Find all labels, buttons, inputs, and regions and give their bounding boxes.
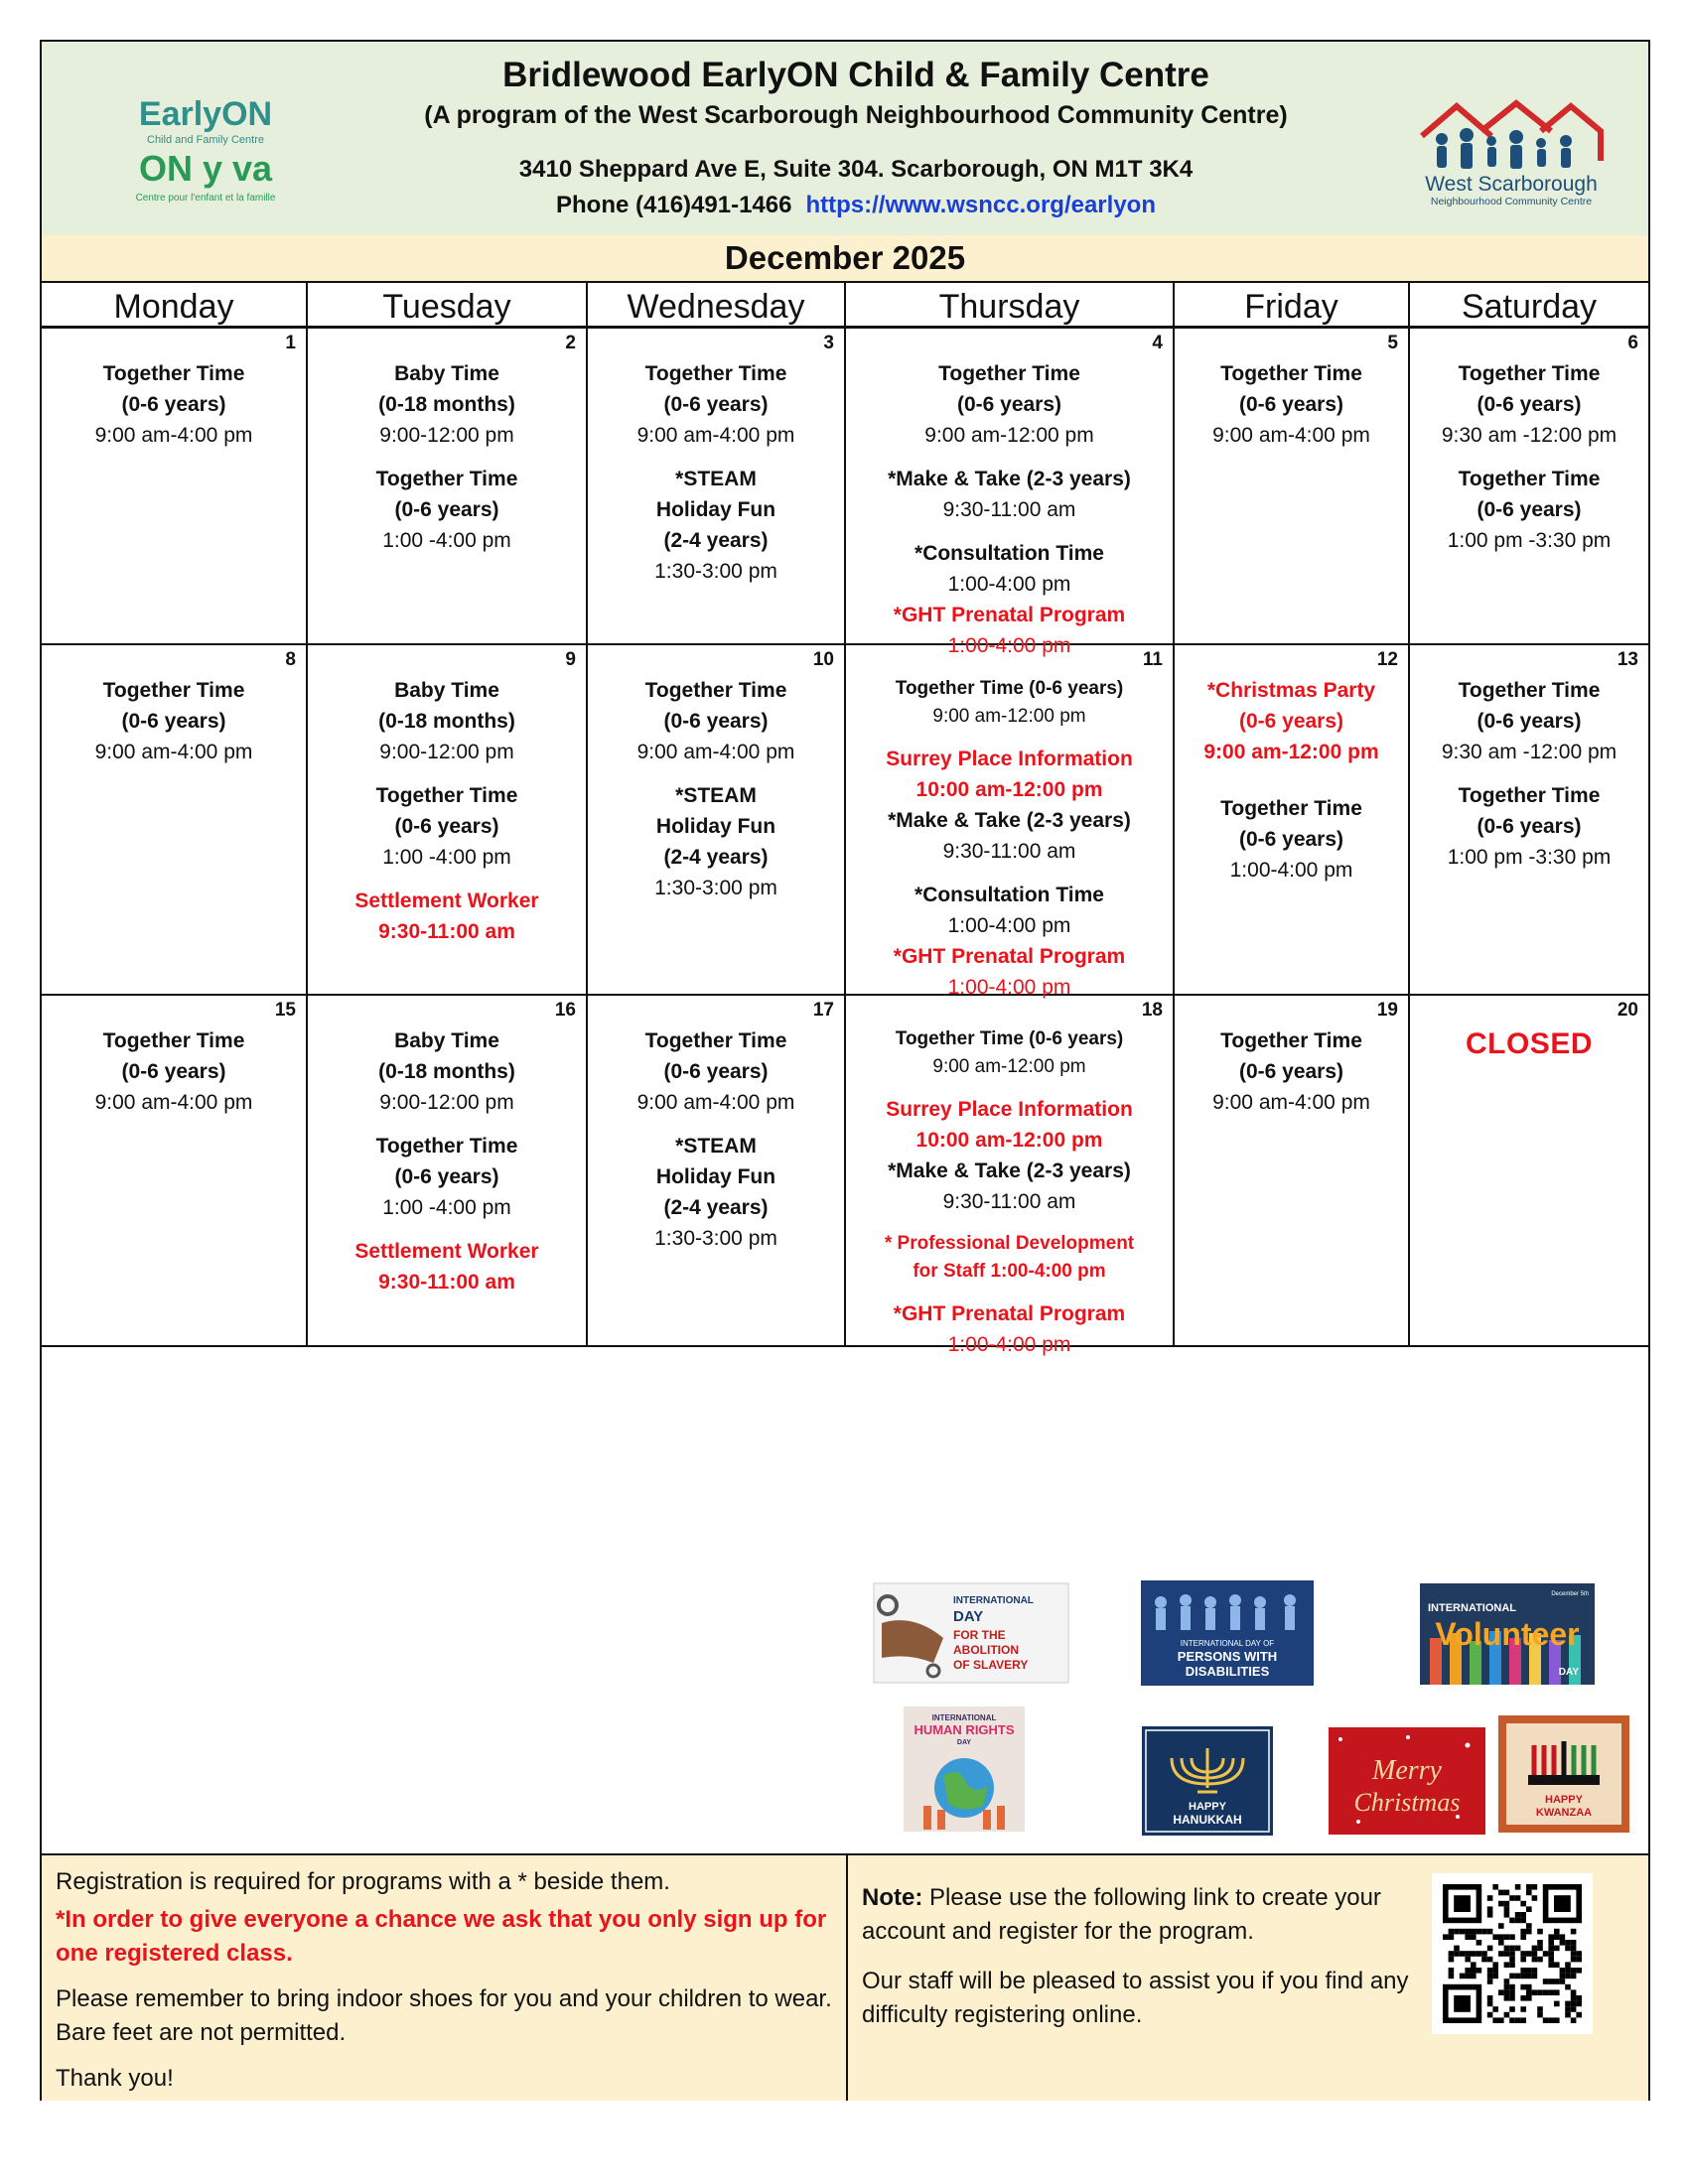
event-line: Settlement Worker [354, 889, 539, 912]
event-line: 1:00-4:00 pm [947, 976, 1071, 999]
event-line: Surrey Place Information [886, 748, 1133, 770]
event-line: Together Time [1458, 679, 1601, 702]
event-line: (0-6 years) [1238, 828, 1344, 851]
abolition-of-slavery-badge [874, 1583, 1068, 1688]
event-line: *GHT Prenatal Program [893, 945, 1126, 968]
svg-text:PERSONS WITH: PERSONS WITH [1177, 1649, 1278, 1664]
svg-text:Christmas: Christmas [1353, 1788, 1461, 1817]
day-number: 11 [1142, 649, 1163, 670]
persons-with-disabilities-badge [1141, 1580, 1314, 1691]
event-line: 9:00 am-4:00 pm [94, 1091, 253, 1114]
event-line: 1:00-4:00 pm [1229, 859, 1353, 882]
event-line: Together Time (0-6 years) [895, 1028, 1124, 1049]
day-cell-2 [308, 329, 588, 645]
day-number: 1 [285, 333, 296, 353]
day-number: 9 [565, 649, 576, 670]
website-link[interactable]: https://www.wsncc.org/earlyon [805, 192, 1156, 218]
event-line: Together Time [375, 1135, 518, 1158]
event-line: * Professional Development [884, 1233, 1135, 1254]
event-line: Together Time [1458, 784, 1601, 807]
event-line: Baby Time [394, 679, 499, 702]
svg-text:HAPPY: HAPPY [1189, 1801, 1226, 1813]
event-line: 9:30 am -12:00 pm [1441, 741, 1618, 763]
day-header-friday: Friday [1175, 283, 1410, 329]
registration-qr-code[interactable] [1432, 1873, 1593, 2034]
event-line: 9:30-11:00 am [942, 1190, 1076, 1213]
people-icon [1436, 128, 1572, 169]
spacer [846, 525, 1173, 538]
event-line: (2-4 years) [663, 1196, 769, 1219]
events [1410, 329, 1648, 556]
event-line: Together Time [644, 362, 787, 385]
svg-text:INTERNATIONAL: INTERNATIONAL [953, 1595, 1034, 1606]
event-line: Baby Time [394, 1029, 499, 1052]
event-line: 1:00-4:00 pm [947, 1333, 1071, 1356]
event-line: *GHT Prenatal Program [893, 604, 1126, 626]
event-line: Together Time [644, 1029, 787, 1052]
registration-link-note [862, 1881, 1418, 1949]
event-line: *GHT Prenatal Program [893, 1302, 1126, 1325]
event-line: 9:00 am-4:00 pm [1212, 424, 1370, 447]
events [846, 645, 1173, 1003]
event-line: Together Time (0-6 years) [895, 678, 1124, 699]
event-line: 9:00-12:00 pm [379, 1091, 514, 1114]
svg-text:FOR THE: FOR THE [953, 1628, 1006, 1642]
event-line: 9:00 am-4:00 pm [636, 1091, 795, 1114]
logo-earlyon-text: EarlyON [138, 95, 273, 133]
indoor-shoes-note: Please remember to bring indoor shoes for you and your children to wear. Bare feet are not permitted. [56, 1985, 832, 2046]
human-rights-day-badge [904, 1706, 1025, 1837]
day-cell-16 [308, 996, 588, 1347]
spacer [846, 451, 1173, 464]
day-cell-10 [588, 645, 846, 996]
spacer [1175, 767, 1408, 780]
day-number: 6 [1627, 333, 1638, 353]
happy-hanukkah-badge [1142, 1726, 1273, 1841]
svg-text:HANUKKAH: HANUKKAH [1173, 1813, 1242, 1827]
svg-text:INTERNATIONAL: INTERNATIONAL [931, 1713, 997, 1722]
event-line: (2-4 years) [663, 529, 769, 552]
svg-text:DISABILITIES: DISABILITIES [1185, 1664, 1270, 1679]
events [846, 996, 1173, 1360]
day-cell-3 [588, 329, 846, 645]
spacer [846, 1217, 1173, 1230]
spacer [308, 1223, 586, 1236]
event-line: 9:00 am-4:00 pm [636, 424, 795, 447]
events [588, 996, 844, 1254]
day-number: 13 [1617, 649, 1638, 670]
spacer [846, 731, 1173, 744]
event-line: Together Time [102, 1029, 245, 1052]
spacer [308, 451, 586, 464]
thank-you: Thank you! [56, 2065, 174, 2092]
svg-text:December 5th: December 5th [1551, 1591, 1589, 1597]
spacer [846, 1081, 1173, 1094]
svg-text:ABOLITION: ABOLITION [953, 1643, 1019, 1657]
event-line: *STEAM [675, 784, 757, 807]
day-number: 3 [823, 333, 834, 353]
event-line: 9:30 am -12:00 pm [1441, 424, 1618, 447]
spacer [1410, 767, 1648, 780]
wsncc-sub-text: Neighbourhood Community Centre [1430, 196, 1593, 207]
svg-text:DAY: DAY [953, 1608, 984, 1625]
event-line: 9:30-11:00 am [942, 498, 1076, 521]
event-line: Together Time [102, 679, 245, 702]
svg-text:KWANZAA: KWANZAA [1535, 1807, 1593, 1819]
event-line: (0-6 years) [394, 1165, 499, 1188]
svg-text:HAPPY: HAPPY [1545, 1794, 1583, 1806]
event-line: 9:00 am-12:00 pm [1203, 741, 1379, 763]
svg-text:INTERNATIONAL DAY OF: INTERNATIONAL DAY OF [1180, 1639, 1275, 1648]
spacer [1175, 780, 1408, 793]
month-title: December 2025 [42, 235, 1648, 283]
spacer [308, 1118, 586, 1131]
day-cell-1 [42, 329, 308, 645]
roof-icon [1422, 106, 1491, 136]
event-line: (0-6 years) [1477, 498, 1582, 521]
events [308, 645, 586, 947]
events [1175, 329, 1408, 451]
svg-text:Merry: Merry [1372, 1755, 1442, 1786]
event-line: (0-6 years) [956, 393, 1062, 416]
day-cell-18 [846, 996, 1175, 1356]
event-line: Settlement Worker [354, 1240, 539, 1263]
event-line: (0-6 years) [394, 815, 499, 838]
day-number: 8 [285, 649, 296, 670]
event-line: Holiday Fun [655, 1165, 776, 1188]
event-line: Holiday Fun [655, 498, 776, 521]
merry-christmas-badge [1329, 1727, 1485, 1840]
event-line: 9:30-11:00 am [378, 1271, 515, 1294]
events [308, 329, 586, 556]
event-line: 9:00 am-4:00 pm [94, 424, 253, 447]
event-line: Together Time [102, 362, 245, 385]
event-line: 1:00 pm -3:30 pm [1447, 529, 1612, 552]
page-title: Bridlewood EarlyON Child & Family Centre [502, 56, 1209, 94]
day-header-thursday: Thursday [846, 283, 1175, 329]
event-line: Together Time [1220, 362, 1362, 385]
event-line: 1:00 pm -3:30 pm [1447, 846, 1612, 869]
event-line: (0-6 years) [663, 393, 769, 416]
day-number: 4 [1152, 333, 1163, 353]
day-cell-13 [1410, 645, 1648, 996]
event-line: 1:30-3:00 pm [654, 877, 777, 899]
events [42, 996, 306, 1118]
calendar-page [40, 40, 1650, 2101]
event-line: (0-18 months) [378, 1060, 515, 1083]
spacer [1410, 451, 1648, 464]
day-cell-15 [42, 996, 308, 1347]
event-line: 1:00 -4:00 pm [382, 846, 511, 869]
day-header-monday: Monday [42, 283, 308, 329]
event-line: (0-6 years) [663, 1060, 769, 1083]
earlyon-logo-mark [101, 91, 310, 210]
event-line: for Staff 1:00-4:00 pm [913, 1261, 1106, 1282]
event-line: 1:00 -4:00 pm [382, 1196, 511, 1219]
event-line: Together Time [375, 468, 518, 490]
note-label: Note: [862, 1884, 923, 1911]
day-number: 17 [812, 1000, 834, 1021]
event-line: (0-6 years) [1238, 393, 1344, 416]
logo-onyva-text: ON y va [138, 148, 273, 189]
svg-text:HUMAN RIGHTS: HUMAN RIGHTS [914, 1722, 1015, 1737]
event-line: 1:00-4:00 pm [947, 914, 1071, 937]
event-line: *Christmas Party [1206, 679, 1376, 702]
event-line: (0-6 years) [1477, 815, 1582, 838]
event-line: 9:00 am-12:00 pm [932, 706, 1086, 727]
logo-cfc-text: Child and Family Centre [147, 134, 264, 146]
spacer [846, 1286, 1173, 1298]
event-line: 1:30-3:00 pm [654, 560, 777, 583]
closed-label: CLOSED [1465, 1027, 1593, 1060]
event-line: (0-6 years) [121, 1060, 226, 1083]
svg-text:Volunteer: Volunteer [1435, 1616, 1580, 1652]
svg-text:OF SLAVERY: OF SLAVERY [953, 1658, 1029, 1672]
day-cell-6 [1410, 329, 1648, 645]
event-line: (0-6 years) [121, 393, 226, 416]
spacer [588, 1118, 844, 1131]
day-number: 10 [812, 649, 834, 670]
wsncc-logo-mark [1402, 91, 1620, 210]
event-line: 9:00-12:00 pm [379, 424, 514, 447]
event-line: *Make & Take (2-3 years) [888, 1160, 1131, 1182]
event-line: 9:00 am-4:00 pm [1212, 1091, 1370, 1114]
one-class-note: *In order to give everyone a chance we ask that you only sign up for one registered class. [56, 1906, 827, 1967]
event-line: (0-6 years) [1477, 393, 1582, 416]
day-cell-19 [1175, 996, 1410, 1347]
event-line: *STEAM [675, 1135, 757, 1158]
event-line: Holiday Fun [655, 815, 776, 838]
event-line: 9:30-11:00 am [378, 920, 515, 943]
event-line: 9:00-12:00 pm [379, 741, 514, 763]
day-cell-5 [1175, 329, 1410, 645]
day-header-saturday: Saturday [1410, 283, 1648, 329]
event-line: (0-18 months) [378, 393, 515, 416]
event-line: 1:00-4:00 pm [947, 634, 1071, 657]
events [1175, 645, 1408, 886]
event-line: 10:00 am-12:00 pm [915, 1129, 1103, 1152]
footer [42, 1853, 1648, 2101]
day-cell-11 [846, 645, 1175, 999]
spacer [308, 767, 586, 780]
header [42, 42, 1648, 237]
event-line: Together Time [1220, 1029, 1362, 1052]
event-line: Baby Time [394, 362, 499, 385]
assist-note: Our staff will be pleased to assist you if you find any difficulty registering online. [862, 1968, 1409, 2028]
footer-left [42, 1855, 848, 2101]
event-line: Together Time [1458, 362, 1601, 385]
spacer [588, 767, 844, 780]
event-line: Surrey Place Information [886, 1098, 1133, 1121]
event-line: 1:00-4:00 pm [947, 573, 1071, 596]
event-line: *Make & Take (2-3 years) [888, 468, 1131, 490]
happy-kwanzaa-badge [1498, 1715, 1629, 1838]
event-line: 9:00 am-12:00 pm [924, 424, 1094, 447]
event-line: (0-6 years) [394, 498, 499, 521]
contact-line [359, 192, 1352, 219]
event-line: *Consultation Time [914, 542, 1104, 565]
day-cell-17 [588, 996, 846, 1347]
note-text: Please use the following link to create your account and register for the program. [862, 1884, 1381, 1945]
spacer [308, 873, 586, 886]
event-line: 1:00 -4:00 pm [382, 529, 511, 552]
events [588, 329, 844, 587]
events [42, 645, 306, 767]
logo-centre-text: Centre pour l'enfant et la famille [135, 193, 276, 204]
events [42, 329, 306, 451]
event-line: Together Time [644, 679, 787, 702]
events [846, 329, 1173, 661]
registration-note: Registration is required for programs with a * beside them. [56, 1868, 670, 1895]
event-line: Together Time [1458, 468, 1601, 490]
events [588, 645, 844, 903]
spacer [846, 867, 1173, 880]
event-line: Together Time [375, 784, 518, 807]
event-line: (0-6 years) [663, 710, 769, 733]
svg-text:DAY: DAY [1558, 1667, 1579, 1678]
event-line: (0-6 years) [121, 710, 226, 733]
event-line: 9:00 am-4:00 pm [636, 741, 795, 763]
day-number: 12 [1376, 649, 1398, 670]
event-line: (0-18 months) [378, 710, 515, 733]
day-number: 20 [1617, 1000, 1638, 1021]
day-cell-12 [1175, 645, 1410, 996]
event-line: (2-4 years) [663, 846, 769, 869]
event-line: *Make & Take (2-3 years) [888, 809, 1131, 832]
day-number: 19 [1376, 1000, 1398, 1021]
svg-text:DAY: DAY [956, 1739, 972, 1746]
day-cell-9 [308, 645, 588, 996]
earlyon-logo [101, 91, 310, 215]
day-header-tuesday: Tuesday [308, 283, 588, 329]
wsncc-name-text: West Scarborough [1425, 173, 1598, 196]
address: 3410 Sheppard Ave E, Suite 304. Scarborough, ON M1T 3K4 [518, 156, 1194, 183]
event-line: (0-6 years) [1477, 710, 1582, 733]
event-line: (0-6 years) [1238, 1060, 1344, 1083]
day-cell-20 [1410, 996, 1648, 1347]
day-cell-8 [42, 645, 308, 996]
event-line: *Consultation Time [914, 884, 1104, 906]
event-line: Together Time [938, 362, 1080, 385]
phone: Phone (416)491-1466 [556, 192, 792, 218]
day-cell-4 [846, 329, 1175, 657]
day-number: 18 [1141, 1000, 1163, 1021]
page-subtitle: (A program of the West Scarborough Neighbourhood Community Centre) [424, 101, 1288, 129]
day-number: 15 [274, 1000, 296, 1021]
event-line: Together Time [1220, 797, 1362, 820]
event-line: *STEAM [675, 468, 757, 490]
wsncc-logo [1402, 91, 1620, 215]
svg-text:INTERNATIONAL: INTERNATIONAL [1428, 1602, 1517, 1614]
day-number: 2 [565, 333, 576, 353]
international-volunteer-day-badge [1420, 1583, 1595, 1690]
event-line: 9:00 am-4:00 pm [94, 741, 253, 763]
day-number: 16 [554, 1000, 576, 1021]
day-header-wednesday: Wednesday [588, 283, 846, 329]
event-line: 9:30-11:00 am [942, 840, 1076, 863]
spacer [588, 451, 844, 464]
event-line: 10:00 am-12:00 pm [915, 778, 1103, 801]
header-text [359, 54, 1352, 219]
events [308, 996, 586, 1297]
events [1175, 996, 1408, 1118]
events [1410, 645, 1648, 873]
event-line: 1:30-3:00 pm [654, 1227, 777, 1250]
day-number: 5 [1387, 333, 1398, 353]
event-line: (0-6 years) [1238, 710, 1344, 733]
event-line: 9:00 am-12:00 pm [932, 1056, 1086, 1077]
